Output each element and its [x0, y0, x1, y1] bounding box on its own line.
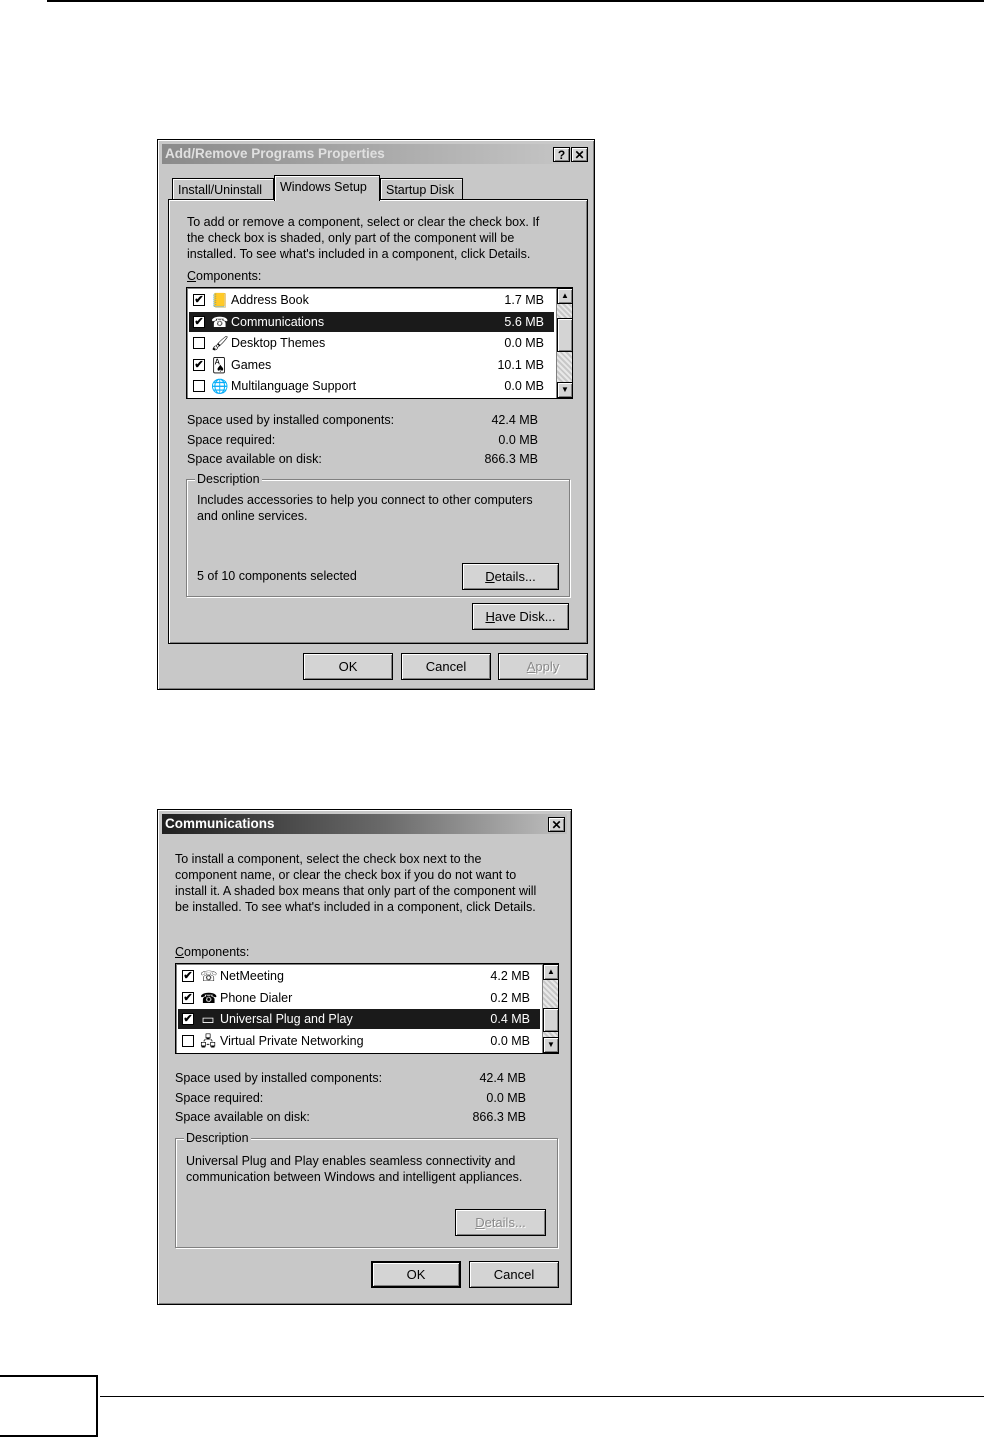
description-group — [175, 1131, 558, 1248]
list-item[interactable] — [189, 312, 554, 332]
scroll-down-button[interactable]: ▼ — [543, 1037, 559, 1053]
upnp-icon: ▭ — [201, 1011, 215, 1028]
cancel-button[interactable]: Cancel — [469, 1261, 559, 1288]
page-top-rule — [47, 0, 984, 2]
component-checkbox[interactable]: ✔ — [183, 1013, 193, 1026]
component-name: Communications — [231, 314, 325, 329]
components-list[interactable] — [186, 287, 573, 399]
vpn-icon: 🖧 — [200, 1032, 216, 1049]
component-checkbox[interactable]: ✔ — [194, 315, 204, 328]
components-label: Components: — [175, 945, 250, 959]
list-item[interactable] — [178, 1031, 540, 1051]
component-name: Multilanguage Support — [231, 379, 357, 394]
netmeeting-icon: ☏ — [200, 968, 218, 984]
description-title: Description — [197, 472, 260, 486]
page-number-box — [0, 1375, 98, 1437]
space-value: 866.3 MB — [484, 452, 538, 466]
component-checkbox[interactable] — [193, 337, 205, 349]
component-size: 0.2 MB — [490, 990, 530, 1005]
description-title: Description — [186, 1131, 249, 1145]
component-name: NetMeeting — [220, 969, 284, 983]
component-name: Phone Dialer — [220, 990, 293, 1005]
components-label: Components: — [187, 269, 262, 283]
component-name: Address Book — [231, 293, 309, 307]
globe-icon: 🌐 — [211, 378, 229, 395]
scroll-up-button[interactable]: ▲ — [557, 288, 573, 304]
space-label: Space available on disk: — [175, 1110, 310, 1124]
components-list[interactable] — [175, 963, 559, 1054]
windows-setup-panel — [168, 199, 588, 644]
space-label: Space used by installed components: — [175, 1071, 383, 1085]
component-checkbox[interactable]: ✔ — [183, 991, 193, 1004]
description-text: Universal Plug and Play enables seamless connectivity and communication between Windows and intelligent appliances. — [186, 1154, 523, 1184]
component-size: 0.4 MB — [490, 1012, 530, 1027]
desktop-themes-icon: 🖌 — [211, 335, 229, 352]
tab-control — [168, 178, 588, 644]
space-label: Space required: — [175, 1090, 264, 1105]
vertical-scrollbar[interactable] — [542, 964, 558, 1053]
page-bottom-rule — [100, 1396, 984, 1397]
vertical-scrollbar[interactable] — [556, 288, 572, 398]
dialog-title: Add/Remove Programs Properties — [165, 146, 385, 161]
apply-button[interactable]: Apply — [498, 653, 588, 680]
close-button[interactable]: ✕ — [548, 817, 565, 832]
ok-button[interactable]: OK — [303, 653, 393, 680]
scroll-up-button[interactable]: ▲ — [543, 964, 559, 980]
component-checkbox[interactable] — [193, 380, 205, 392]
list-item[interactable] — [189, 376, 554, 396]
space-value: 42.4 MB — [491, 413, 538, 427]
instructions-text: To add or remove a component, select or clear the check box. If the check box is shaded, only part of the component will be installed. To see what's included in a component, click Details. — [187, 215, 540, 261]
help-button[interactable]: ? — [553, 147, 570, 162]
space-label: Space used by installed components: — [187, 413, 395, 427]
component-size: 4.2 MB — [490, 969, 530, 983]
list-item[interactable] — [189, 290, 554, 310]
component-checkbox[interactable] — [182, 1035, 194, 1047]
ok-button[interactable]: OK — [371, 1261, 461, 1288]
component-checkbox[interactable]: ✔ — [194, 358, 204, 371]
component-name: Games — [231, 357, 272, 372]
dialog-title: Communications — [165, 816, 275, 831]
address-book-icon: 📒 — [211, 292, 229, 308]
communications-icon: ☎ — [211, 313, 229, 330]
details-button[interactable]: Details... — [455, 1209, 546, 1236]
description-group — [186, 472, 570, 597]
component-size: 0.0 MB — [490, 1033, 530, 1048]
tab-startup-disk[interactable]: Startup Disk — [380, 178, 463, 200]
dialog-title-bar[interactable] — [162, 814, 567, 834]
scroll-thumb[interactable] — [543, 1008, 559, 1032]
list-item[interactable] — [178, 966, 540, 986]
games-icon: 🂡 — [211, 356, 227, 373]
tab-install-uninstall[interactable]: Install/Uninstall — [172, 178, 274, 200]
space-label: Space required: — [187, 432, 276, 447]
component-size: 0.0 MB — [504, 379, 544, 394]
description-text: Includes accessories to help you connect to other computers and online services. — [197, 493, 533, 523]
component-size: 10.1 MB — [497, 357, 544, 372]
component-name: Universal Plug and Play — [220, 1012, 353, 1027]
space-label: Space available on disk: — [187, 452, 322, 466]
add-remove-programs-dialog — [157, 139, 595, 690]
tab-windows-setup[interactable]: Windows Setup — [274, 175, 380, 201]
instructions-text: To install a component, select the check box next to the component name, or clear the check box if you do not want to install it. A shaded box means that only part of the component will be installed. To see what's included in a component, click Details. — [175, 852, 537, 914]
space-value: 42.4 MB — [479, 1071, 526, 1085]
cancel-button[interactable]: Cancel — [401, 653, 491, 680]
component-name: Virtual Private Networking — [220, 1033, 364, 1048]
dialog-title-bar[interactable] — [162, 144, 590, 164]
communications-dialog — [157, 809, 572, 1305]
scroll-thumb[interactable] — [557, 318, 573, 352]
list-item[interactable] — [178, 1009, 540, 1029]
component-size: 5.6 MB — [504, 314, 544, 329]
have-disk-button[interactable]: Have Disk... — [472, 603, 569, 630]
component-size: 0.0 MB — [504, 336, 544, 351]
list-item[interactable] — [178, 988, 540, 1008]
component-name: Desktop Themes — [231, 336, 326, 351]
scroll-down-button[interactable]: ▼ — [557, 382, 573, 398]
component-checkbox[interactable]: ✔ — [183, 970, 193, 982]
details-button[interactable]: Details... — [462, 563, 559, 590]
selected-count: 5 of 10 components selected — [197, 569, 357, 583]
component-size: 1.7 MB — [504, 293, 544, 307]
space-value: 0.0 MB — [486, 1090, 526, 1105]
list-item[interactable] — [189, 333, 554, 353]
component-checkbox[interactable]: ✔ — [194, 294, 204, 306]
list-item[interactable] — [189, 355, 554, 375]
space-value: 866.3 MB — [472, 1110, 526, 1124]
close-button[interactable]: ✕ — [571, 147, 588, 162]
phone-dialer-icon: ☎ — [200, 989, 218, 1006]
space-value: 0.0 MB — [498, 432, 538, 447]
